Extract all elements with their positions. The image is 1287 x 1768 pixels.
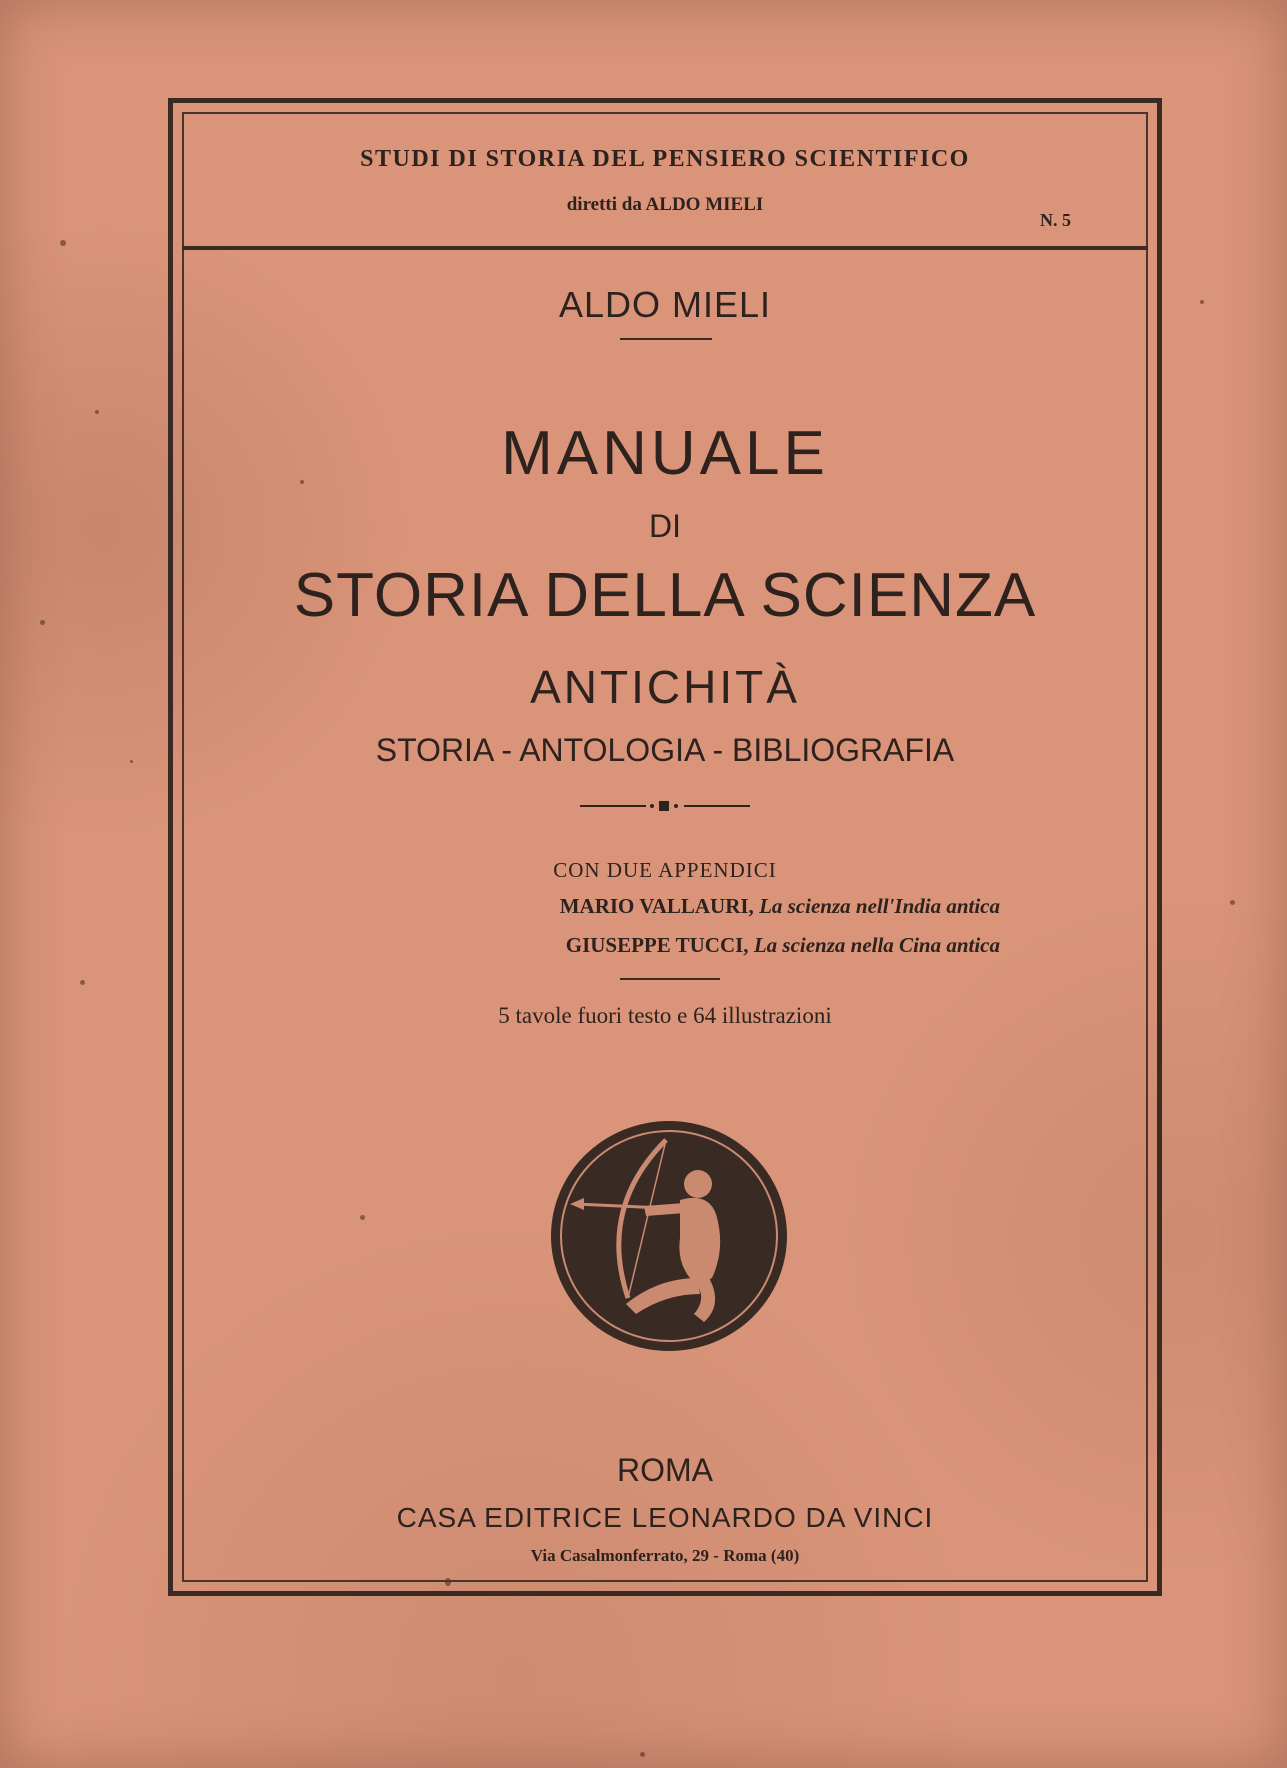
appendix-work: La scienza nell'India antica: [759, 894, 1000, 918]
foxing-speck: [1230, 900, 1235, 905]
appendix-item: [360, 933, 1000, 958]
appendices-heading: CON DUE APPENDICI: [553, 858, 777, 882]
imprint-address: Via Casalmonferrato, 29 - Roma (40): [530, 1546, 800, 1565]
title-line-1: MANUALE: [501, 419, 829, 488]
foxing-speck: [130, 760, 133, 763]
author-rule: [620, 338, 712, 340]
author-name: ALDO MIELI: [558, 284, 772, 325]
archer-medallion-icon: [548, 1118, 790, 1354]
foxing-speck: [80, 980, 85, 985]
appendix-author: MARIO VALLAURI,: [559, 894, 754, 918]
appendix-rule: [620, 978, 720, 980]
title-line-2: DI: [649, 508, 681, 544]
foxing-speck: [60, 240, 66, 246]
appendix-item: [360, 894, 1000, 919]
series-title: STUDI DI STORIA DEL PENSIERO SCIENTIFICO: [360, 146, 970, 172]
foxing-speck: [40, 620, 45, 625]
foxing-speck: [1200, 300, 1204, 304]
cover-frame-inner: [182, 112, 1148, 1582]
subtitle-line-2: STORIA - ANTOLOGIA - BIBLIOGRAFIA: [375, 732, 955, 768]
illustrations-note: 5 tavole fuori testo e 64 illustrazioni: [498, 1003, 832, 1028]
foxing-speck: [640, 1752, 645, 1757]
appendix-work: La scienza nella Cina antica: [753, 933, 1000, 957]
imprint-city: ROMA: [617, 1452, 713, 1488]
title-line-3: STORIA DELLA SCIENZA: [293, 561, 1037, 630]
ornament-divider: [580, 798, 750, 814]
foxing-speck: [95, 410, 99, 414]
series-number: N. 5: [1040, 210, 1071, 230]
series-divider: [182, 246, 1148, 250]
subtitle-line-1: ANTICHITÀ: [530, 661, 800, 713]
appendix-author: GIUSEPPE TUCCI,: [565, 933, 749, 957]
series-editor: diretti da ALDO MIELI: [566, 194, 764, 215]
imprint-publisher: CASA EDITRICE LEONARDO DA VINCI: [396, 1502, 934, 1533]
